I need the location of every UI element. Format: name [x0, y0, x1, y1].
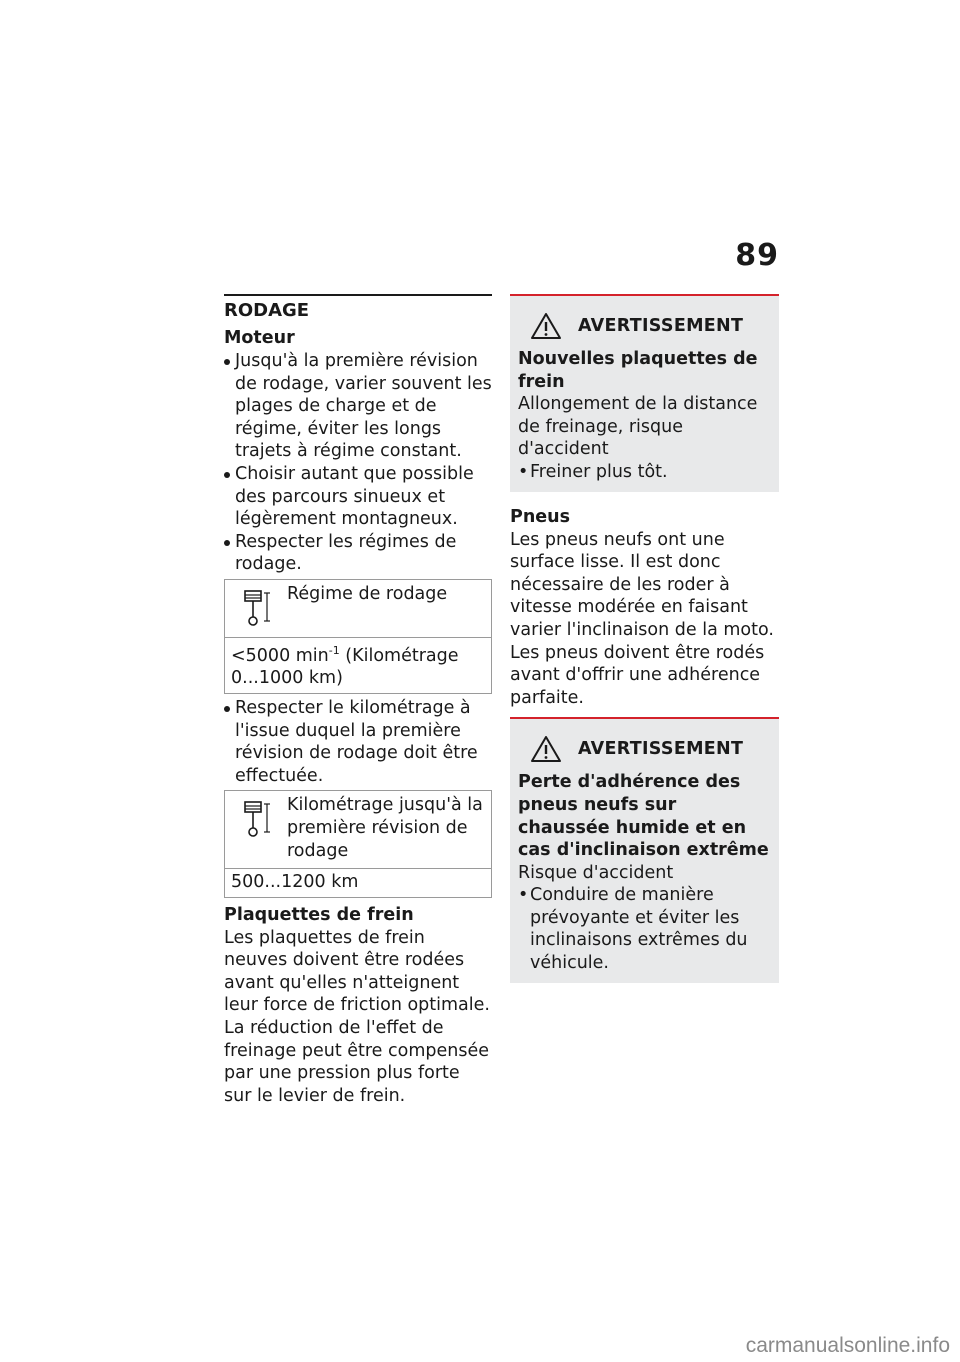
- pneus-heading: Pneus: [510, 506, 571, 527]
- list-item: Jusqu'à la première révision de rodage, varier souvent les plages de charge et de régime, éviter les longs trajets à régime constant.: [224, 350, 492, 463]
- spec-table-regime: [224, 579, 492, 694]
- warning-bullet-list: [518, 461, 771, 484]
- warning-triangle-icon: [530, 312, 562, 340]
- list-item: • Freiner plus tôt.: [518, 461, 771, 484]
- moteur-heading: Moteur: [224, 328, 295, 348]
- spec-table-kilometrage: [224, 790, 492, 897]
- warning-heading: Perte d'adhérence des pneus neufs sur chaussée humide et en cas d'inclinaison extrême: [518, 772, 769, 861]
- warning-heading: Nouvelles plaquettes de frein: [518, 349, 758, 392]
- spec-table-header: [225, 791, 491, 868]
- piston-icon: [237, 587, 279, 629]
- list-item: Respecter les régimes de rodage.: [224, 531, 492, 576]
- page-number: 89: [735, 238, 779, 273]
- warning-title: AVERTISSEMENT: [578, 739, 744, 760]
- warning-text: Allongement de la distance de freinage, risque d'accident: [518, 394, 758, 460]
- kilometrage-bullet-list: [224, 697, 492, 787]
- warning-triangle-icon: [530, 735, 562, 763]
- section-title: RODAGE: [224, 300, 310, 321]
- list-item: • Conduire de manière prévoyante et éviter les inclinaisons extrêmes du véhicule.: [518, 884, 771, 974]
- spec-label: Régime de rodage: [287, 583, 448, 604]
- spec-label: Kilométrage jusqu'à la première révision de rodage: [287, 795, 483, 861]
- section-rule: [224, 294, 492, 296]
- warning-header: [530, 735, 771, 763]
- warning-box-pneus: [510, 717, 779, 982]
- plaquettes-heading: Plaquettes de frein: [224, 904, 414, 925]
- warning-bullet-list: [518, 884, 771, 974]
- pneus-paragraph: Les pneus neufs ont une surface lisse. Il est donc nécessaire de les roder à vitesse modérée en faisant varier l'inclinaison de la moto. Les pneus doivent être rodés avant d'offrir une adhérence parfaite.: [510, 529, 774, 708]
- spec-value: <5000 $\min^{-1}$ (Kilométrage 0...1000 km): [225, 637, 491, 693]
- list-item: Choisir autant que possible des parcours sinueux et légèrement montagneux.: [224, 463, 492, 531]
- spec-value: 500...1200 km: [225, 868, 491, 897]
- piston-icon: [237, 798, 279, 840]
- warning-text: Risque d'accident: [518, 862, 674, 883]
- right-column: [510, 294, 779, 983]
- watermark: carmanualsonline.info: [745, 1334, 950, 1357]
- warning-header: [530, 312, 771, 340]
- warning-title: AVERTISSEMENT: [578, 316, 744, 336]
- warning-box-plaquettes: [510, 294, 779, 492]
- plaquettes-paragraph: Les plaquettes de frein neuves doivent être rodées avant qu'elles n'atteignent leur force de friction optimale. La réduction de l'effet de freinage peut être compensée par une pression plus forte sur le levier de frein.: [224, 927, 490, 1106]
- left-column: [224, 294, 492, 1107]
- list-item: Respecter le kilométrage à l'issue duquel la première révision de rodage doit être effectuée.: [224, 697, 492, 787]
- pneus-section: [510, 506, 779, 710]
- moteur-bullet-list: [224, 350, 492, 576]
- spec-table-header: [225, 580, 491, 637]
